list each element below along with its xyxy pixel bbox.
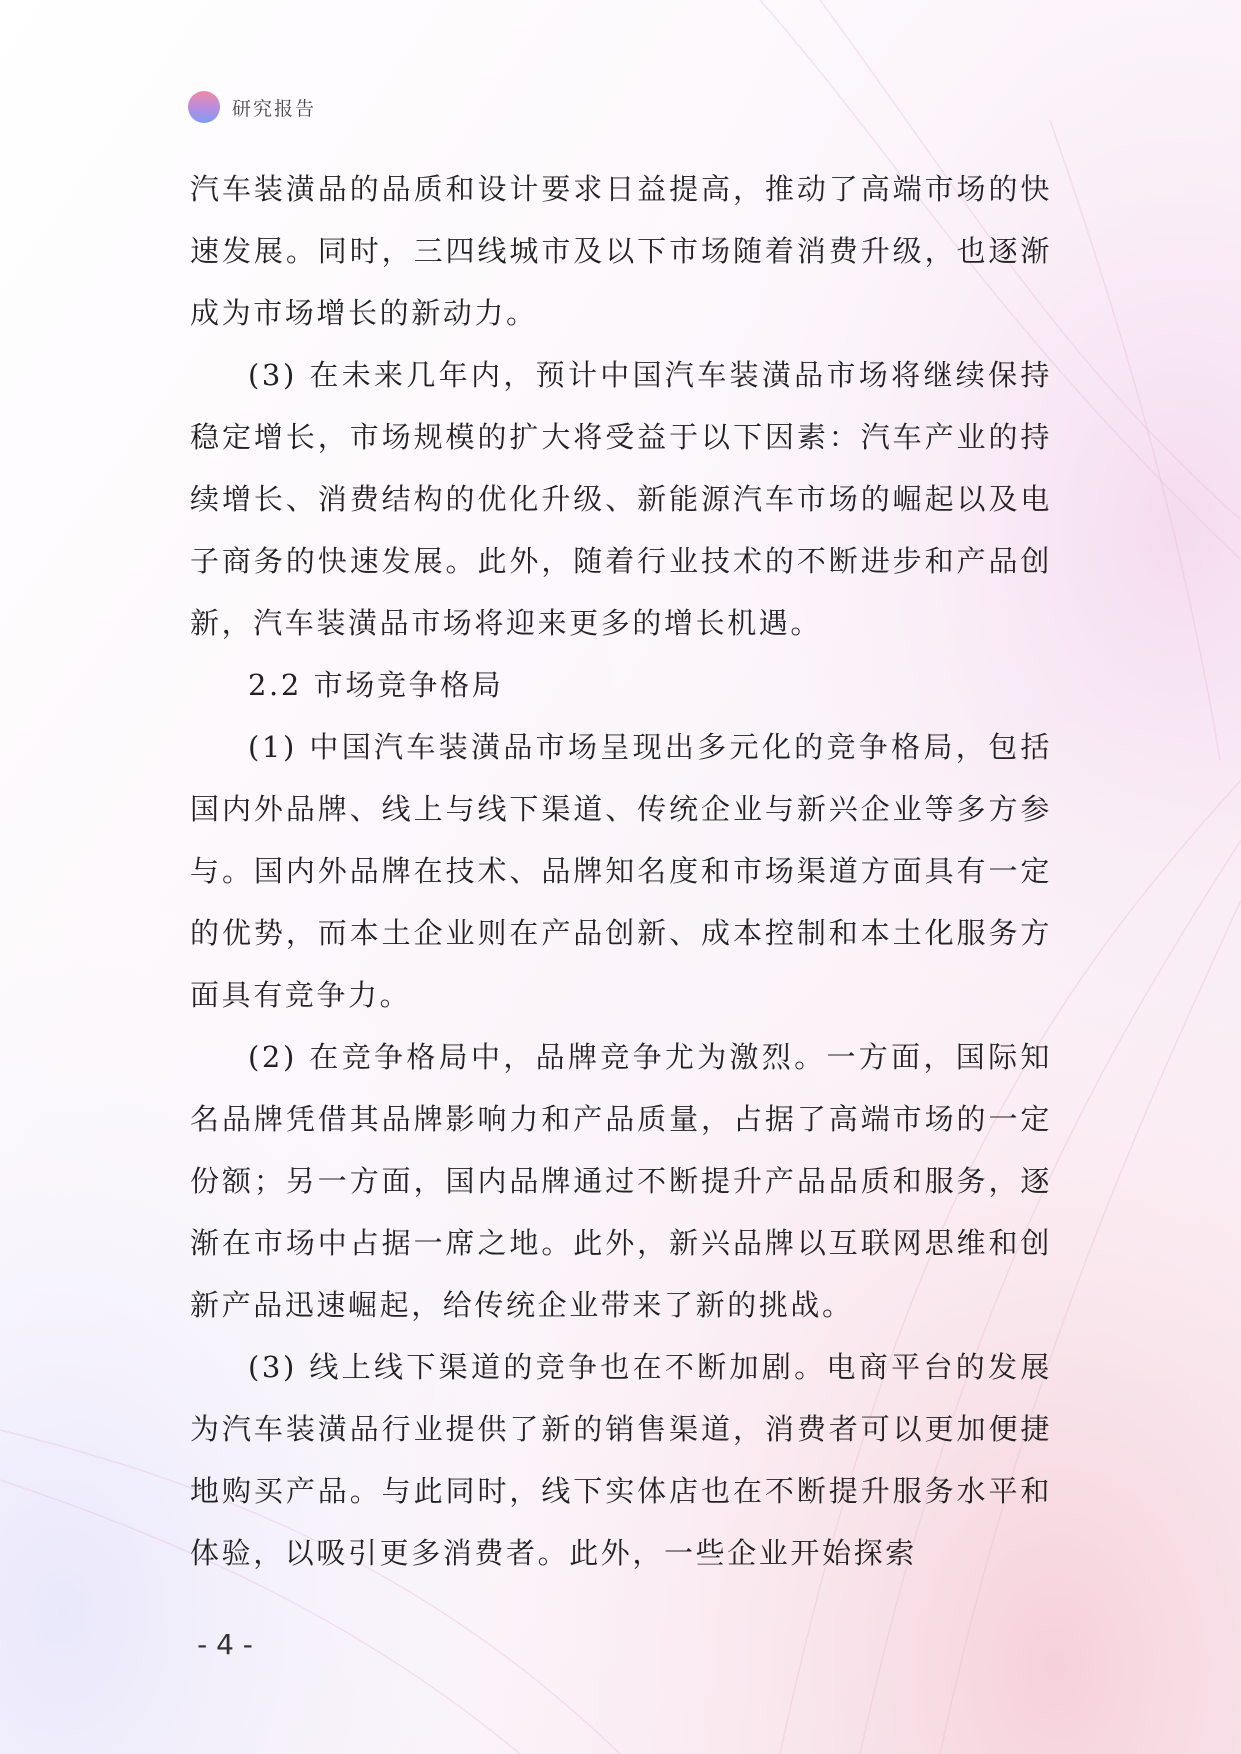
paragraph-2-brand-competition: (2) 在竞争格局中，品牌竞争尤为激烈。一方面，国际知名品牌凭借其品牌影响力和产品质量，占据了高端市场的一定份额；另一方面，国内品牌通过不断提升产品品质和服务，逐渐在市场中占据一席之地。此外，新兴品牌以互联网思维和创新产品迅速崛起，给传统企业带来了新的挑战。	[190, 1040, 1052, 1322]
header-title: 研究报告	[232, 97, 317, 120]
page-number: - 4 -	[197, 1628, 253, 1661]
paragraph-3-channel-competition: (3) 线上线下渠道的竞争也在不断加剧。电商平台的发展为汽车装潢品行业提供了新的销售渠道，消费者可以更加便捷地购买产品。与此同时，线下实体店也在不断提升服务水平和体验，以吸引更多消费者。此外，一些企业开始探索	[190, 1350, 1052, 1570]
paragraph-3-outlook: (3) 在未来几年内，预计中国汽车装潢品市场将继续保持稳定增长，市场规模的扩大将受益于以下因素：汽车产业的持续增长、消费结构的优化升级、新能源汽车市场的崛起以及电子商务的快速发展。此外，随着行业技术的不断进步和产品创新，汽车装潢品市场将迎来更多的增长机遇。	[190, 358, 1052, 640]
section-heading: 2.2 市场竞争格局	[248, 668, 504, 702]
logo-circle-icon	[188, 91, 220, 123]
report-header	[188, 90, 316, 124]
paragraph-continued: 汽车装潢品的品质和设计要求日益提高，推动了高端市场的快速发展。同时，三四线城市及以下市场随着消费升级，也逐渐成为市场增长的新动力。	[190, 172, 1052, 330]
document-body	[190, 158, 1052, 1584]
paragraph-1-competition: (1) 中国汽车装潢品市场呈现出多元化的竞争格局，包括国内外品牌、线上与线下渠道、传统企业与新兴企业等多方参与。国内外品牌在技术、品牌知名度和市场渠道方面具有一定的优势，而本土企业则在产品创新、成本控制和本土化服务方面具有竞争力。	[190, 730, 1052, 1012]
